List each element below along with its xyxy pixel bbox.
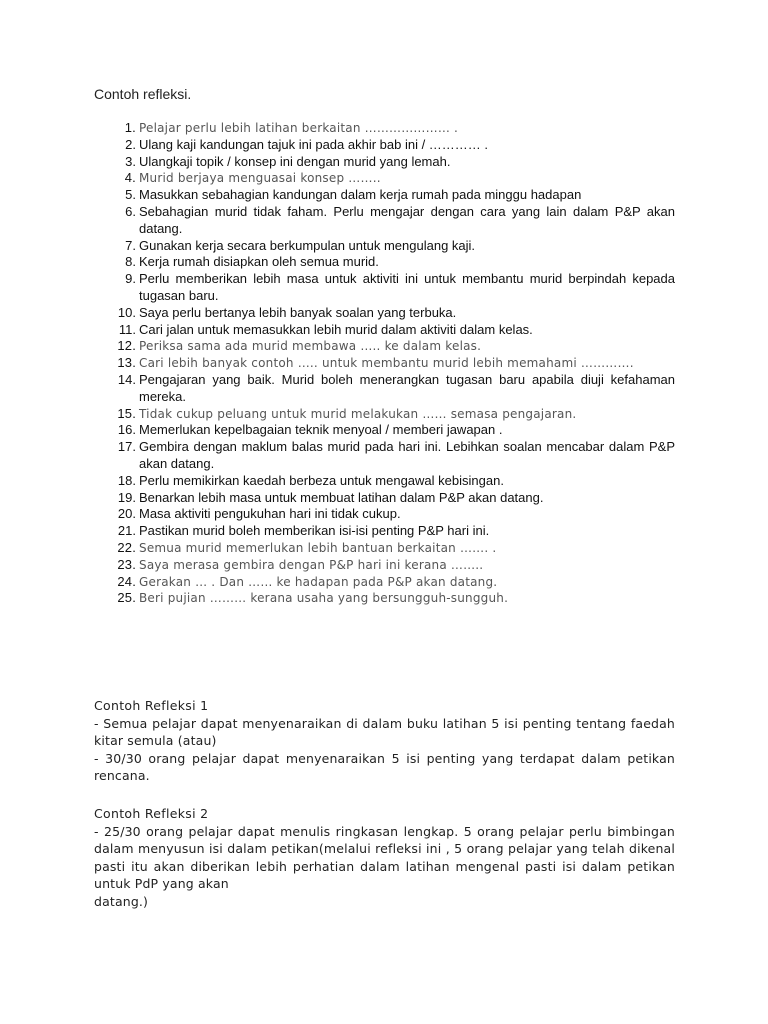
list-item-number: 24.: [117, 573, 136, 589]
list-item-text: Murid berjaya menguasai konsep ……..: [139, 171, 381, 186]
list-item-number: 5.: [125, 187, 136, 203]
list-item-number: 16.: [117, 422, 136, 438]
list-item-text: Saya perlu bertanya lebih banyak soalan yang terbuka.: [139, 304, 457, 320]
list-item: [113, 506, 675, 523]
list-item-number: 1.: [124, 120, 136, 135]
list-item-number: 2.: [125, 136, 136, 152]
list-item: [113, 204, 675, 238]
list-item-number: 19.: [117, 489, 136, 505]
list-item-number: 12.: [117, 338, 136, 354]
list-item: [113, 473, 675, 490]
list-item: [113, 439, 675, 473]
list-item: [113, 187, 675, 204]
list-item-number: 3.: [125, 153, 136, 169]
list-item-text: Gunakan kerja secara berkumpulan untuk mengulang kaji.: [139, 237, 476, 253]
list-item: [113, 422, 675, 439]
list-item-number: 21.: [117, 523, 136, 539]
list-item-number: 7.: [125, 237, 136, 253]
list-item-number: 8.: [125, 254, 136, 270]
list-item-number: 13.: [117, 355, 136, 371]
list-item-text: Pengajaran yang baik. Murid boleh menerangkan tugasan baru apabila diuji kefahaman mereka.: [139, 371, 675, 404]
list-item-number: 14.: [117, 371, 136, 387]
list-item-number: 25.: [117, 590, 136, 606]
list-item-number: 11.: [118, 321, 136, 337]
list-item: [113, 254, 675, 271]
list-item: [113, 154, 675, 171]
list-item: [113, 557, 675, 574]
list-item: [113, 372, 675, 406]
list-item-text: Saya merasa gembira dengan P&P hari ini kerana ……..: [139, 557, 484, 572]
list-item-number: 9.: [125, 271, 136, 287]
reflection-line: - 25/30 orang pelajar dapat menulis ringkasan lengkap. 5 orang pelajar perlu bimbingan dalam menyusun isi dalam petikan(melalui refleksi ini , 5 orang pelajar yang telah dikenal pasti itu akan diberikan lebih perhatian dalam latihan mengenal pasti isi dalam petikan untuk PdP yang akan: [94, 823, 675, 892]
reflection-line: - 30/30 orang pelajar dapat menyenaraikan 5 isi penting yang terdapat dalam petikan rencana.: [94, 750, 675, 784]
list-item-number: 17.: [117, 439, 136, 455]
list-item-number: 6.: [125, 203, 136, 219]
list-item-text: Ulangkaji topik / konsep ini dengan murid yang lemah.: [139, 153, 451, 169]
reflection-line: - Semua pelajar dapat menyenaraikan di dalam buku latihan 5 isi penting tentang faedah kitar semula (atau): [94, 715, 675, 749]
page-heading: Contoh refleksi.: [94, 86, 192, 102]
list-item: [113, 305, 675, 322]
reflection-line: datang.): [94, 893, 149, 909]
list-item: [113, 322, 675, 339]
reflection-example-1: [94, 697, 675, 785]
list-item-text: Gembira dengan maklum balas murid pada hari ini. Lebihkan soalan mencabar dalam P&P akan datang.: [139, 439, 675, 471]
list-item-number: 23.: [117, 556, 136, 572]
list-item-number: 15.: [117, 405, 136, 421]
list-item-number: 20.: [117, 506, 136, 522]
reflection-title: Contoh Refleksi 2: [94, 805, 209, 821]
list-item-text: Gerakan … . Dan …… ke hadapan pada P&P akan datang.: [139, 574, 498, 589]
list-item-text: Tidak cukup peluang untuk murid melakukan …… semasa pengajaran.: [139, 406, 577, 421]
list-item-text: Periksa sama ada murid membawa ….. ke dalam kelas.: [139, 339, 482, 354]
list-item-text: Ulang kaji kandungan tajuk ini pada akhir bab ini / ………… .: [139, 136, 489, 152]
list-item-text: Masa aktiviti pengukuhan hari ini tidak cukup.: [139, 506, 401, 522]
reflection-title: Contoh Refleksi 1: [94, 698, 209, 713]
list-item-number: 10.: [117, 304, 136, 320]
list-item-text: Masukkan sebahagian kandungan dalam kerja rumah pada minggu hadapan: [139, 187, 582, 203]
list-item: [113, 574, 675, 591]
list-item-number: 22.: [117, 539, 136, 555]
list-item: [113, 355, 675, 372]
reflection-list: [113, 120, 675, 607]
list-item-text: Sebahagian murid tidak faham. Perlu mengajar dengan cara yang lain dalam P&P akan datang.: [139, 203, 675, 236]
list-item: [113, 271, 675, 305]
list-item: [113, 120, 675, 137]
reflection-examples: [94, 697, 675, 931]
list-item-text: Beri pujian ……… kerana usaha yang bersungguh-sungguh.: [139, 591, 509, 606]
list-item-text: Semua murid memerlukan lebih bantuan berkaitan ……. .: [139, 540, 497, 555]
list-item-text: Memerlukan kepelbagaian teknik menyoal / memberi jawapan .: [139, 422, 503, 438]
list-item-text: Pastikan murid boleh memberikan isi-isi penting P&P hari ini.: [139, 523, 490, 539]
list-item: [113, 238, 675, 255]
list-item-text: Perlu memikirkan kaedah berbeza untuk mengawal kebisingan.: [139, 472, 504, 488]
list-item-text: Benarkan lebih masa untuk membuat latihan dalam P&P akan datang.: [139, 489, 544, 505]
list-item-text: Cari jalan untuk memasukkan lebih murid dalam aktiviti dalam kelas.: [139, 321, 533, 337]
list-item-number: 4.: [124, 170, 136, 186]
list-item: [113, 590, 675, 607]
list-item: [113, 137, 675, 154]
list-item-number: 18.: [117, 472, 136, 488]
list-item: [113, 406, 675, 423]
list-item-text: Kerja rumah disiapkan oleh semua murid.: [139, 254, 379, 270]
list-item: [113, 170, 675, 187]
reflection-example-2: [94, 805, 675, 911]
list-item: [113, 523, 675, 540]
list-item-text: Cari lebih banyak contoh ….. untuk membantu murid lebih memahami ………….: [139, 356, 634, 371]
list-item: [113, 490, 675, 507]
list-item-text: Pelajar perlu lebih latihan berkaitan ………………… .: [139, 121, 459, 135]
list-item: [113, 540, 675, 557]
list-item-text: Perlu memberikan lebih masa untuk aktiviti ini untuk membantu murid berpindah kepada tugasan baru.: [139, 271, 675, 303]
list-item: [113, 338, 675, 355]
